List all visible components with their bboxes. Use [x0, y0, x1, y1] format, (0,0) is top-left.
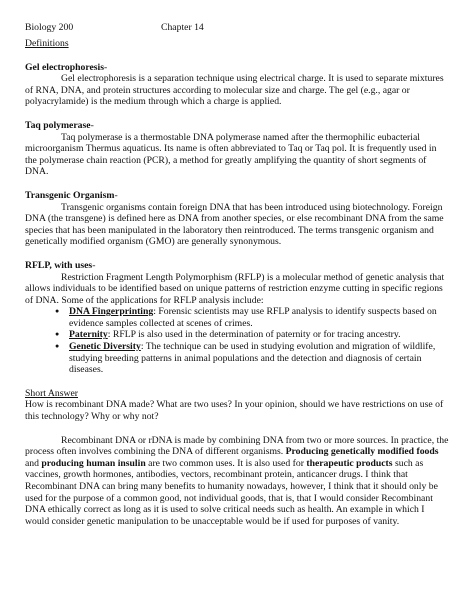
definition-term: Taq polymerase: [25, 119, 91, 131]
list-item: [69, 341, 450, 376]
short-answer-response: Recombinant DNA or rDNA is made by combining DNA from two or more sources. In practice, the process often involves combining the DNA of different organisms. Producing genetically modified foods and producing human insulin are two common uses. It is also used for therapeutic products such as vaccines, growth hormones, antibodies, vectors, recombinant protein, anticancer drugs. I think that Recombinant DNA can bring many benefits to humanity nowadays, however, I think that it should only be used for the purpose of a common good, not individual goods, that is, that I would consider Recombinant DNA ethically correct as long as it is used to solve critical needs such as health. An example in which I would consider genetic manipulation to be unacceptable would be if used for purposes of vanity.: [25, 434, 449, 527]
course-name: Biology 200: [25, 22, 74, 33]
use-label: Genetic Diversity: [69, 341, 141, 353]
chapter-name: Chapter 14: [161, 22, 204, 33]
definition-body: Gel electrophoresis is a separation technique using electrical charge. It is used to separate mixtures of RNA, DNA, and protein structures according to molecular size and charge. The gel (e.g., agar or polyacrylamide) is the medium through which a charge is applied.: [25, 73, 444, 108]
short-answer-question: How is recombinant DNA made? What are two uses? In your opinion, should we have restrictions on use of this technology? Why or why not?: [25, 399, 444, 423]
use-text: : RFLP is also used in the determination of paternity or for tracing ancestry.: [107, 329, 401, 341]
definition-term: Transgenic Organism: [25, 189, 115, 201]
definition-term: RFLP, with uses: [25, 259, 93, 271]
definition-body: Taq polymerase is a thermostable DNA polymerase named after the thermophilic eubacterial microorganism Thermus aquaticus. Its name is often abbreviated to Taq or Taq pol. It is frequently used in the polymerase chain reaction (PCR), a method for greatly amplifying the quantity of short segments of DNA.: [25, 131, 437, 178]
short-answer-heading: Short Answer: [25, 387, 79, 399]
definitions-heading: Definitions: [25, 38, 69, 49]
use-label: DNA Fingerprinting: [69, 306, 154, 318]
definition-taq-polymerase: Taq polymerase- Taq polymerase is a thermostable DNA polymerase named after the thermophilic eubacterial microorganism Thermus aquaticus. Its name is often abbreviated to Taq or Taq pol. It is frequently used in the polymerase chain reaction (PCR), a method for greatly amplifying the quantity of short segments of DNA.: [25, 120, 450, 178]
definition-gel-electrophoresis: Gel electrophoresis- Gel electrophoresis is a separation technique using electrical charge. It is used to separate mixtures of RNA, DNA, and protein structures according to molecular size and charge. The gel (e.g., agar or polyacrylamide) is the medium through which a charge is applied.: [25, 62, 450, 108]
page-header: [25, 22, 450, 34]
rflp-uses-list: [25, 306, 450, 376]
definition-body: Transgenic organisms contain foreign DNA that has been introduced using biotechnology. Foreign DNA (the transgene) is defined here as DNA from another species, or else recombinant DNA from the same species that has been manipulated in the laboratory then reintroduced. The terms transgenic organism and genetically modified organism (GMO) are generally synonymous.: [25, 201, 444, 248]
short-answer-section: [25, 388, 450, 528]
definition-transgenic-organism: Transgenic Organism- Transgenic organisms contain foreign DNA that has been introduced using biotechnology. Foreign DNA (the transgene) is defined here as DNA from another species, or else recombinant DNA from the same species that has been manipulated in the laboratory then reintroduced. The terms transgenic organism and genetically modified organism (GMO) are generally synonymous.: [25, 190, 450, 248]
list-item: [69, 329, 450, 341]
list-item: [69, 306, 450, 329]
definition-body: Restriction Fragment Length Polymorphism (RFLP) is a molecular method of genetic analysis that allows individuals to be identified based on unique patterns of restriction enzyme cutting in specific regions of DNA. Some of the applications for RFLP analysis include:: [25, 271, 445, 306]
definition-rflp: RFLP, with uses- Restriction Fragment Length Polymorphism (RFLP) is a molecular method of genetic analysis that allows individuals to be identified based on unique patterns of restriction enzyme cutting in specific regions of DNA. Some of the applications for RFLP analysis include: ● DNA Fingerprinting: Forensic scientists may use RFLP analysis to identify suspects based on evidence samples collected at scenes of crimes. ● Paternity: RFLP is also used in the determination of paternity or for tracing ancestry. ● Genetic Diversity: The technique can be used in studying evolution and migration of wildlife, studying breeding patterns in animal populations and the detection and diagnosis of certain diseases.: [25, 260, 450, 376]
use-text: : Forensic scientists may use RFLP analysis to identify suspects based on evidence samples collected at scenes of crimes.: [69, 306, 437, 329]
definition-term: Gel electrophoresis: [25, 61, 105, 73]
use-text: : The technique can be used in studying evolution and migration of wildlife, studying breeding patterns in animal populations and the detection and diagnosis of certain diseases.: [69, 341, 436, 376]
use-label: Paternity: [69, 329, 108, 341]
